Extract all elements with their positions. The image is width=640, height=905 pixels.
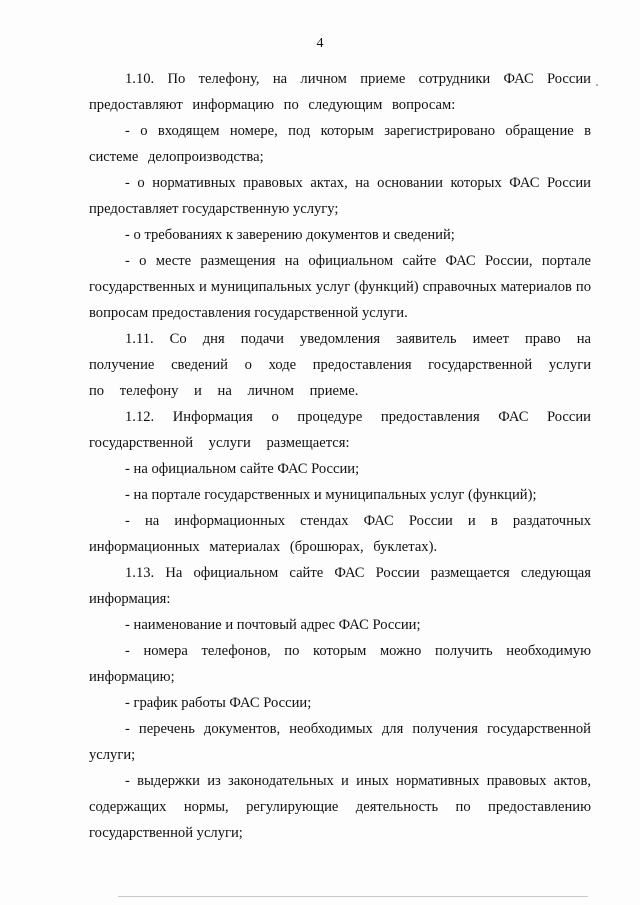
list-item: - на информационных стендах ФАС России и в раздаточных информационных материалах (брошюрах, буклетах). xyxy=(89,513,591,555)
list-item: - график работы ФАС России; xyxy=(125,695,312,711)
list-item: - на портале государственных и муниципальных услуг (функций); xyxy=(125,487,537,503)
list-item: - на официальном сайте ФАС России; xyxy=(125,461,360,477)
list-item: - о требованиях к заверению документов и сведений; xyxy=(125,227,455,243)
list-item: - наименование и почтовый адрес ФАС России; xyxy=(125,617,421,633)
list-item: - о нормативных правовых актах, на основании которых ФАС России предоставляет государственную услугу; xyxy=(89,175,591,217)
list-item: - о месте размещения на официальном сайте ФАС России, портале государственных и муниципальных услуг (функций) справочных материалов по вопросам предоставления государственной услуги. xyxy=(89,253,591,321)
document-body xyxy=(89,66,591,846)
paragraph-1-10: 1.10. По телефону, на личном приеме сотрудники ФАС России предоставляют информацию по следующим вопросам: xyxy=(89,71,591,113)
scan-artifact xyxy=(596,84,598,86)
list-item: - номера телефонов, по которым можно получить необходимую информацию; xyxy=(89,643,591,685)
list-item: - перечень документов, необходимых для получения государственной услуги; xyxy=(89,721,591,763)
paragraph-1-11: 1.11. Со дня подачи уведомления заявитель имеет право на получение сведений о ходе предоставления государственной услуги по телефону и на личном приеме. xyxy=(89,331,591,399)
paragraph-1-13: 1.13. На официальном сайте ФАС России размещается следующая информация: xyxy=(89,565,591,607)
scan-artifact xyxy=(118,896,588,897)
paragraph-1-12: 1.12. Информация о процедуре предоставления ФАС России государственной услуги размещается: xyxy=(89,409,591,451)
list-item: - выдержки из законодательных и иных нормативных правовых актов, содержащих нормы, регулирующие деятельность по предоставлению государственной услуги; xyxy=(89,773,591,841)
page-number: 4 xyxy=(316,36,324,51)
list-item: - о входящем номере, под которым зарегистрировано обращение в системе делопроизводства; xyxy=(89,123,591,165)
